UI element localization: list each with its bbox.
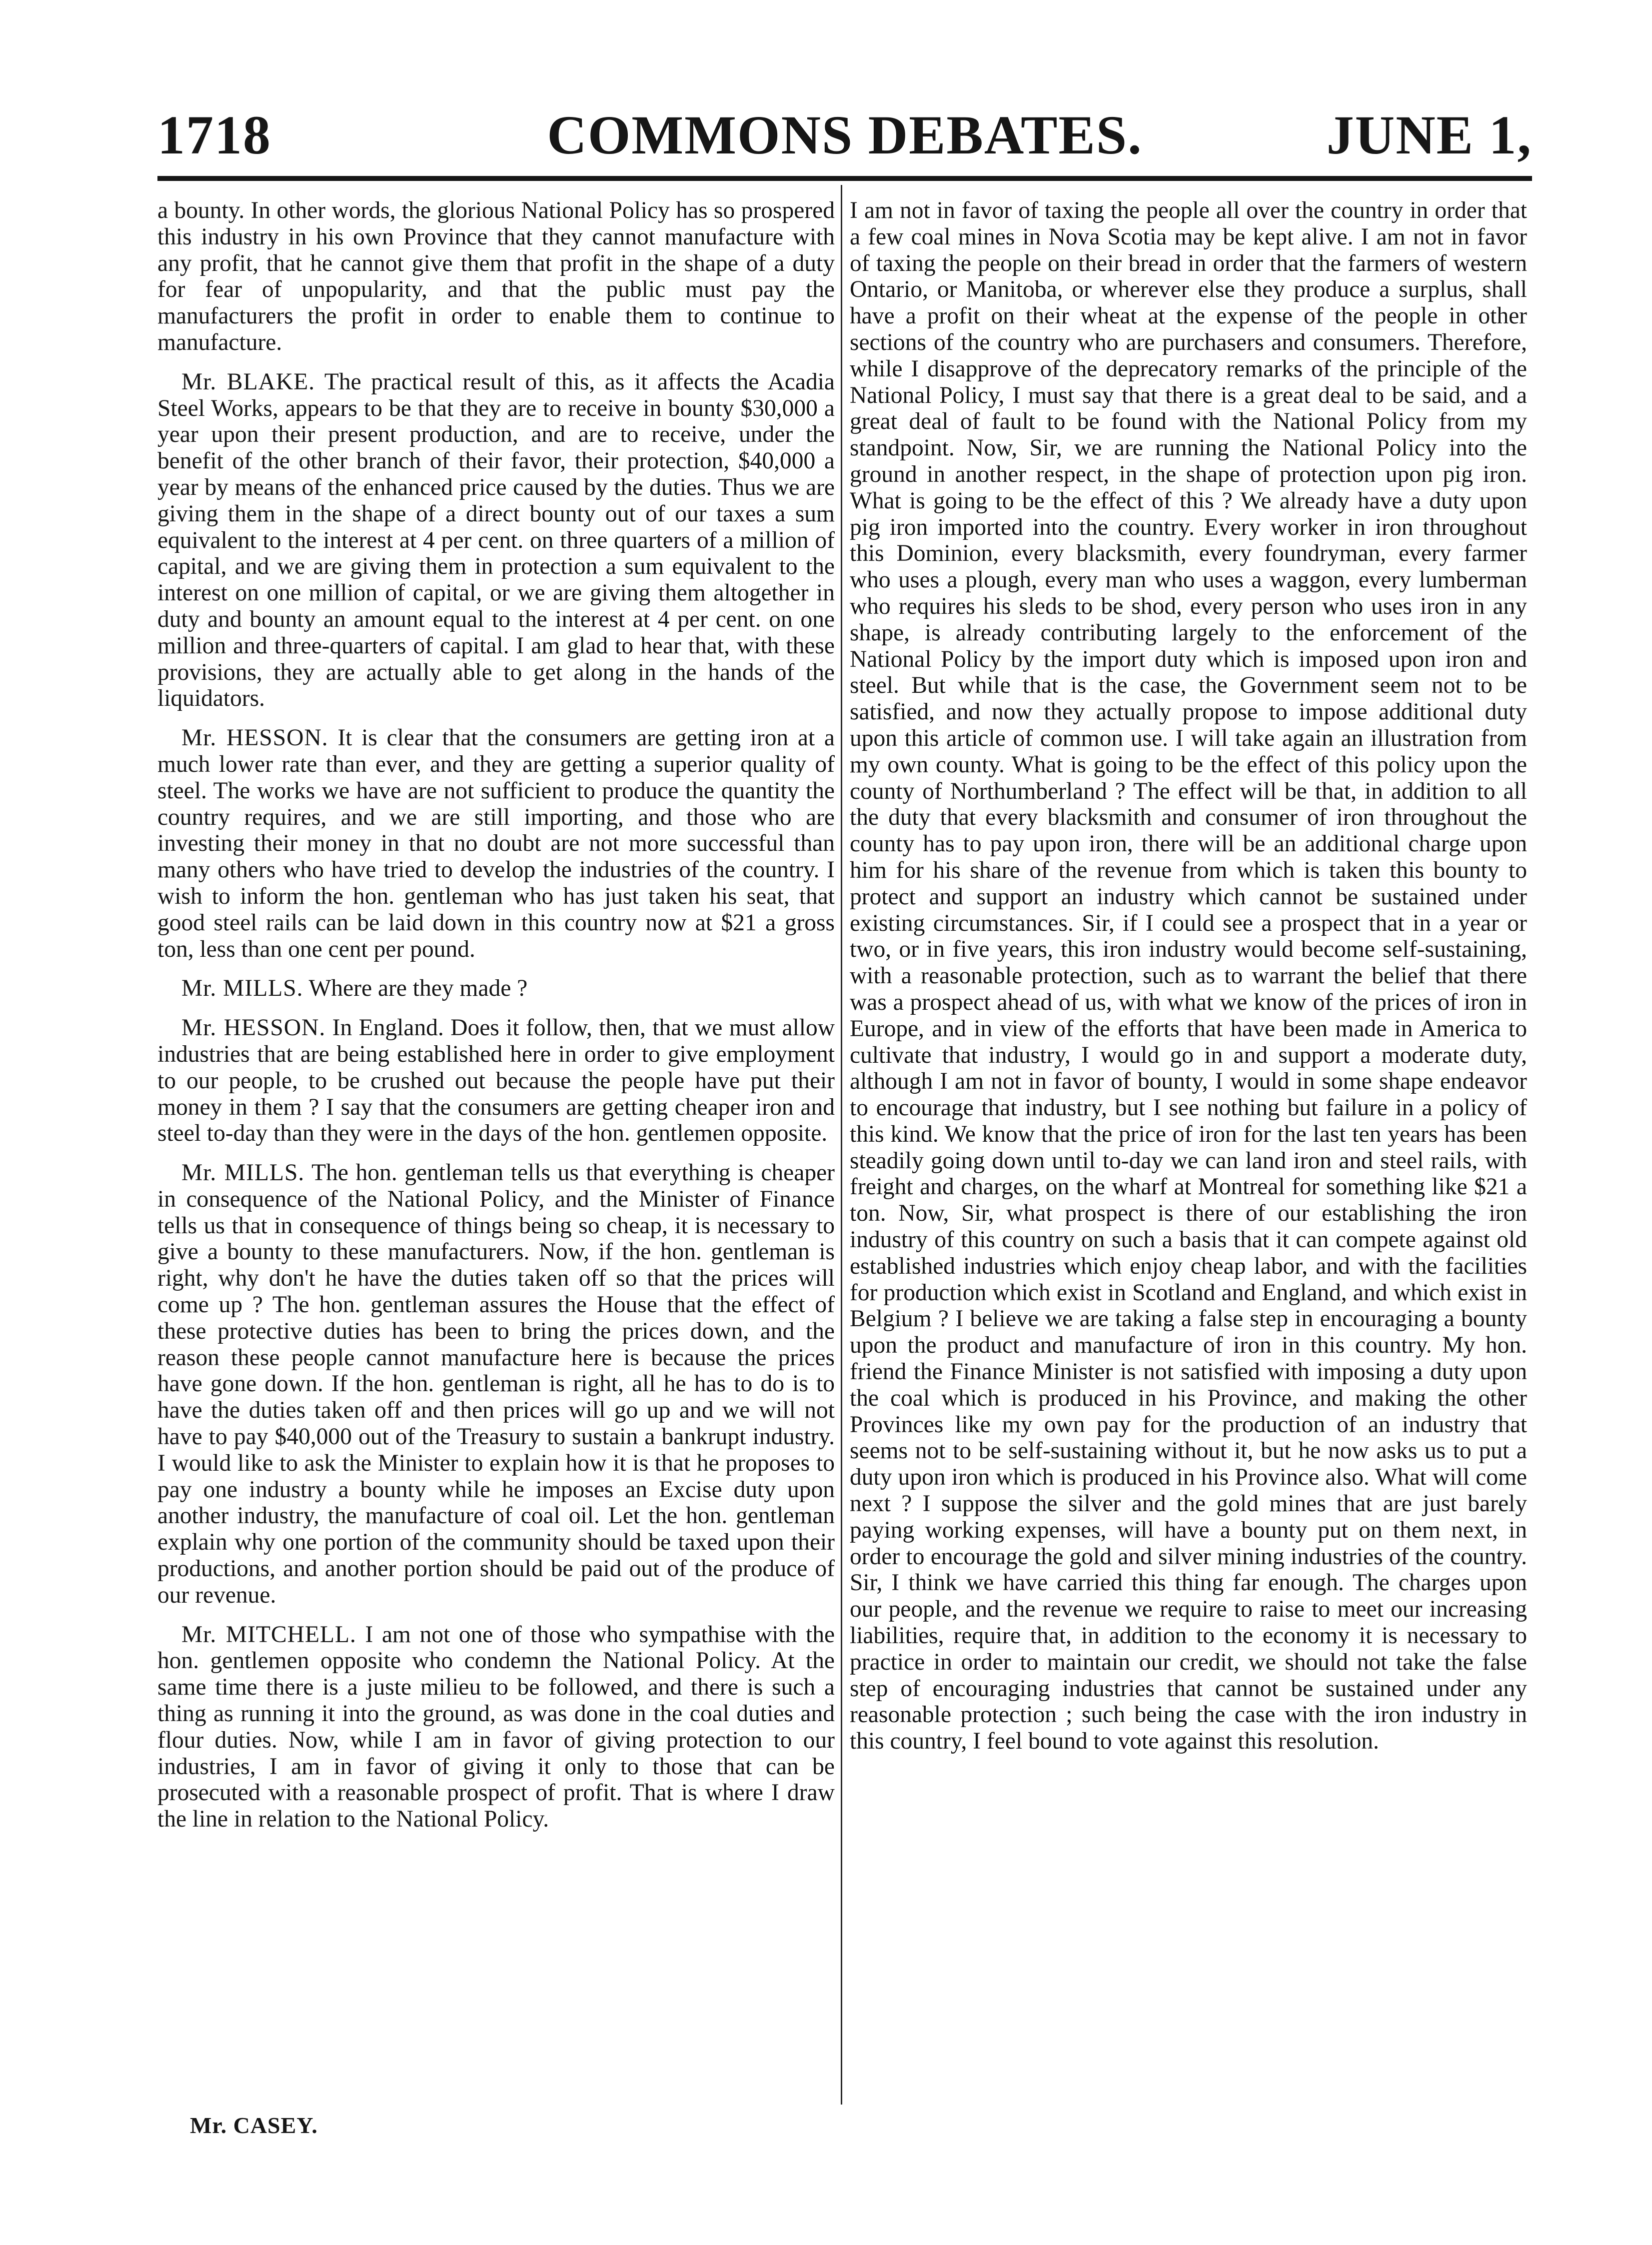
page-header [157, 100, 1532, 175]
footer-signature: Mr. CASEY. [190, 2113, 318, 2138]
paragraph [157, 1160, 835, 1609]
speaker-name: Mr. HESSON. [181, 725, 328, 751]
paragraph-text: Where are they made ? [308, 975, 528, 1002]
paragraph [157, 197, 835, 356]
header-rule [157, 176, 1532, 181]
page-date: JUNE 1, [1326, 104, 1532, 165]
speaker-name: Mr. MILLS. [181, 1160, 305, 1186]
paragraph-text: In England. Does it follow, then, that we must allow industries that are being established here in order to give employment to our people, to be crushed out because the people have put their money in them ? I say that the consumers are getting cheaper iron and steel to-day than they were in the days of the hon. gentlemen opposite. [157, 1015, 835, 1147]
page-number: 1718 [157, 104, 271, 165]
speaker-name: Mr. HESSON. [181, 1015, 326, 1041]
speaker-name: Mr. MITCHELL. [181, 1621, 356, 1648]
paragraph-text: The practical result of this, as it affects the Acadia Steel Works, appears to be that they are to receive in bounty $30,000 a year upon their present production, and are to receive, under the benefit of the other branch of their favor, their protection, $40,000 a year by means of the enhanced price caused by the duties. Thus we are giving them in the shape of a direct bounty out of our taxes a sum equivalent to the interest at 4 per cent. on three quarters of a million of capital, and we are giving them in protection a sum equivalent to the interest on one million of capital, or we are giving them altogether in duty and bounty an amount equal to the interest at 4 per cent. on one million and three-quarters of capital. I am glad to hear that, with these provisions, they are actually able to get along in the hands of the liquidators. [157, 368, 835, 712]
right-column [850, 197, 1527, 2147]
paragraph [850, 197, 1527, 1755]
paragraph [157, 725, 835, 962]
left-column [157, 197, 835, 2147]
speaker-name: Mr. BLAKE. [181, 368, 315, 395]
paragraph [157, 975, 835, 1002]
paragraph [157, 1622, 835, 1833]
paragraph-text: a bounty. In other words, the glorious National Policy has so prospered this industry in his own Province that they cannot manufacture with any profit, that he cannot give them that profit in the shape of a duty for fear of unpopularity, and that the public must pay the manufacturers the profit in order to enable them to continue to manufacture. [157, 197, 835, 355]
column-divider [841, 185, 842, 2105]
paragraph-text: I am not one of those who sympathise with the hon. gentlemen opposite who condemn the National Policy. At the same time there is a juste milieu to be followed, and there is such a thing as running it into the ground, as was done in the coal duties and flour duties. Now, while I am in favor of giving protection to our industries, I am in favor of giving it only to those that can be prosecuted with a reasonable prospect of profit. That is where I draw the line in relation to the National Policy. [157, 1621, 835, 1833]
paragraph [157, 369, 835, 712]
paragraph-text: It is clear that the consumers are getting iron at a much lower rate than ever, and they are getting a superior quality of steel. The works we have are not sufficient to produce the quantity the country requires, and we are still importing, and those who are investing their money in that no doubt are not more successful than many others who have tried to develop the industries of the country. I wish to inform the hon. gentleman who has just taken his seat, that good steel rails can be laid down in this country now at $21 a gross ton, less than one cent per pound. [157, 725, 835, 962]
speaker-name: Mr. MILLS. [181, 975, 303, 1002]
paragraph-text: The hon. gentleman tells us that everything is cheaper in consequence of the National Policy, and the Minister of Finance tells us that in consequence of things being so cheap, it is necessary to give a bounty to these manufacturers. Now, if the hon. gentleman is right, why don't he have the duties taken off so that the prices will come up ? The hon. gentleman assures the House that the effect of these protective duties has been to bring the prices down, and the reason these people cannot manufacture here is because the prices have gone down. If the hon. gentleman is right, all he has to do is to have the duties taken off and then prices will go up and we will not have to pay $40,000 out of the Treasury to sustain a bankrupt industry. I would like to ask the Minister to explain how it is that he proposes to pay one industry a bounty while he imposes an Excise duty upon another industry, the manufacture of coal oil. Let the hon. gentleman explain why one portion of the community should be taxed upon their productions, and another portion should be paid out of the produce of our revenue. [157, 1160, 835, 1608]
paragraph-text: I am not in favor of taxing the people all over the country in order that a few coal mines in Nova Scotia may be kept alive. I am not in favor of taxing the people on their bread in order that the farmers of western Ontario, or Manitoba, or wherever else they produce a surplus, shall have a profit on their wheat at the expense of the people in other sections of the country who are purchasers and consumers. Therefore, while I disapprove of the deprecatory remarks of the principle of the National Policy, I must say that there is a great deal to be said, and a great deal of fault to be found with the National Policy from my standpoint. Now, Sir, we are running the National Policy into the ground in another respect, in the shape of protection upon pig iron. What is going to be the effect of this ? We already have a duty upon pig iron imported into the country. Every worker in iron throughout this Dominion, every blacksmith, every foundryman, every farmer who uses a plough, every man who uses a waggon, every lumberman who requires his sleds to be shod, every person who uses iron in any shape, is already contributing largely to the enforcement of the National Policy by the import duty which is imposed upon iron and steel. But while that is the case, the Government seem not to be satisfied, and now they actually propose to impose additional duty upon this article of common use. I will take again an illustration from my own county. What is going to be the effect of this policy upon the county of Northumberland ? The effect will be that, in addition to all the duty that every blacksmith and consumer of iron throughout the county has to pay upon iron, there will be an additional charge upon him for his share of the revenue from which is taken this bounty to protect and support an industry which cannot be sustained under existing circumstances. Sir, if I could see a prospect that in a year or two, or in five years, this iron industry would become self-sustaining, with a reasonable protection, such as to warrant the belief that there was a prospect ahead of us, with what we know of the prices of iron in Europe, and in view of the efforts that have been made in America to cultivate that industry, I would go in and support a moderate duty, although I am not in favor of bounty, I would in some shape endeavor to encourage that industry, but I see nothing but failure in a policy of this kind. We know that the price of iron for the last ten years has been steadily going down until to-day we can land iron and steel rails, with freight and charges, on the wharf at Montreal for something like $21 a ton. Now, Sir, what prospect is there of our establishing the iron industry of this country on such a basis that it can compete against old established industries which enjoy cheap labor, and with the facilities for production which exist in Scotland and England, and which exist in Belgium ? I believe we are taking a false step in encouraging a bounty upon the product and manufacture of iron in this country. My hon. friend the Finance Minister is not satisfied with imposing a duty upon the coal which is produced in his Province, and making the other Provinces like my own pay for the production of an industry that seems not to be self-sustaining without it, but he now asks us to put a duty upon iron which is produced in his Province also. What will come next ? I suppose the silver and the gold mines that are just barely paying working expenses, will have a bounty put on them next, in order to encourage the gold and silver mining industries of the country. Sir, I think we have carried this thing far enough. The charges upon our people, and the revenue we require to raise to meet our increasing liabilities, require that, in addition to the economy it is necessary to practice in order to maintain our credit, we should not take the false step of encouraging industries that cannot be sustained under any reasonable protection ; such being the case with the iron industry in this country, I feel bound to vote against this resolution. [850, 197, 1527, 1755]
page-title: COMMONS DEBATES. [547, 104, 1143, 165]
paragraph [157, 1015, 835, 1147]
